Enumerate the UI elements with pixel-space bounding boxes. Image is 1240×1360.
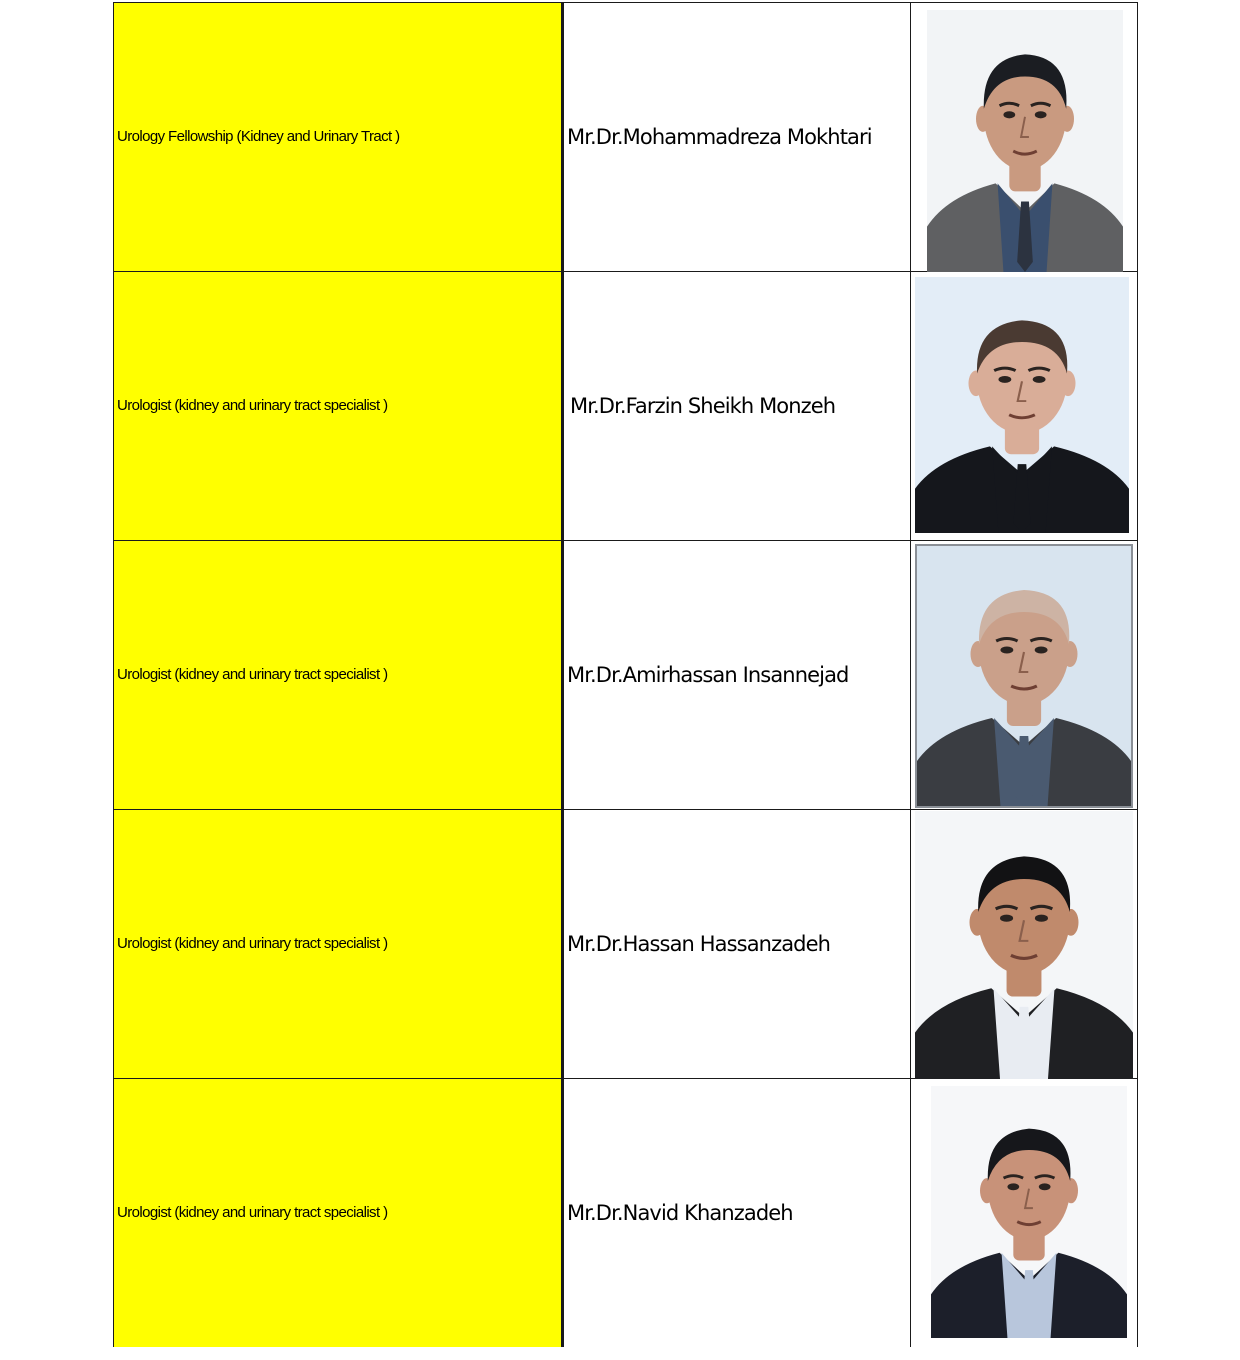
portrait-eye: [1039, 1183, 1051, 1190]
portrait-ear: [980, 1178, 994, 1203]
portrait-ear: [1063, 641, 1078, 667]
portrait-ear: [971, 641, 986, 667]
portrait-drawing: [915, 277, 1129, 533]
portrait-ear: [976, 106, 990, 132]
portrait-ear: [1061, 371, 1076, 397]
portrait-ear: [1060, 106, 1074, 132]
portrait-ear: [969, 371, 984, 397]
photo-cell: [911, 810, 1138, 1079]
portrait-eye: [1000, 647, 1013, 654]
name-cell: [563, 541, 911, 810]
portrait-eye: [1007, 1183, 1019, 1190]
portrait-eye: [1033, 376, 1046, 383]
doctor-portrait-icon: [915, 277, 1129, 533]
specialty-cell: [114, 272, 563, 541]
photo-cell: [911, 272, 1138, 541]
portrait-drawing: [927, 10, 1123, 272]
name-cell: [563, 1079, 911, 1348]
specialty-cell: [114, 3, 563, 272]
portrait-eye: [998, 376, 1011, 383]
portrait-ear: [1063, 909, 1078, 936]
specialty-cell: [114, 810, 563, 1079]
specialty-label: Urologist (kidney and urinary tract specialist ): [117, 666, 388, 683]
doctor-portrait-icon: [915, 544, 1133, 808]
portrait-drawing: [931, 1086, 1127, 1338]
portrait-drawing: [917, 546, 1131, 806]
specialty-label: Urologist (kidney and urinary tract specialist ): [117, 1204, 388, 1221]
doctor-name: Mr.Dr.Farzin Sheikh Monzeh: [570, 394, 836, 418]
portrait-eye: [1035, 647, 1048, 654]
portrait-eye: [1000, 915, 1013, 922]
photo-cell: [911, 3, 1138, 272]
table-row: [114, 1079, 1138, 1348]
portrait-eye: [1003, 111, 1015, 118]
specialty-label: Urology Fellowship (Kidney and Urinary Tract ): [117, 128, 400, 145]
doctor-name: Mr.Dr.Amirhassan Insannejad: [567, 663, 849, 687]
doctor-portrait-icon: [927, 10, 1123, 272]
specialty-cell: [114, 1079, 563, 1348]
photo-cell: [911, 1079, 1138, 1348]
doctor-name: Mr.Dr.Mohammadreza Mokhtari: [567, 125, 872, 149]
specialty-cell: [114, 541, 563, 810]
table-row: [114, 810, 1138, 1079]
specialty-label: Urologist (kidney and urinary tract specialist ): [117, 935, 388, 952]
portrait-ear: [1064, 1178, 1078, 1203]
name-cell: [563, 3, 911, 272]
photo-cell: [911, 541, 1138, 810]
portrait-drawing: [915, 811, 1133, 1079]
doctors-table: [113, 2, 1138, 1347]
doctor-name: Mr.Dr.Navid Khanzadeh: [567, 1201, 793, 1225]
doctor-name: Mr.Dr.Hassan Hassanzadeh: [567, 932, 831, 956]
table-row: [114, 3, 1138, 272]
portrait-ear: [970, 909, 985, 936]
name-cell: [563, 272, 911, 541]
doctor-portrait-icon: [931, 1086, 1127, 1338]
doctor-portrait-icon: [915, 811, 1133, 1079]
name-cell: [563, 810, 911, 1079]
portrait-eye: [1035, 915, 1048, 922]
table-row: [114, 272, 1138, 541]
table-row: [114, 541, 1138, 810]
specialty-label: Urologist (kidney and urinary tract specialist ): [117, 397, 388, 414]
portrait-eye: [1035, 111, 1047, 118]
